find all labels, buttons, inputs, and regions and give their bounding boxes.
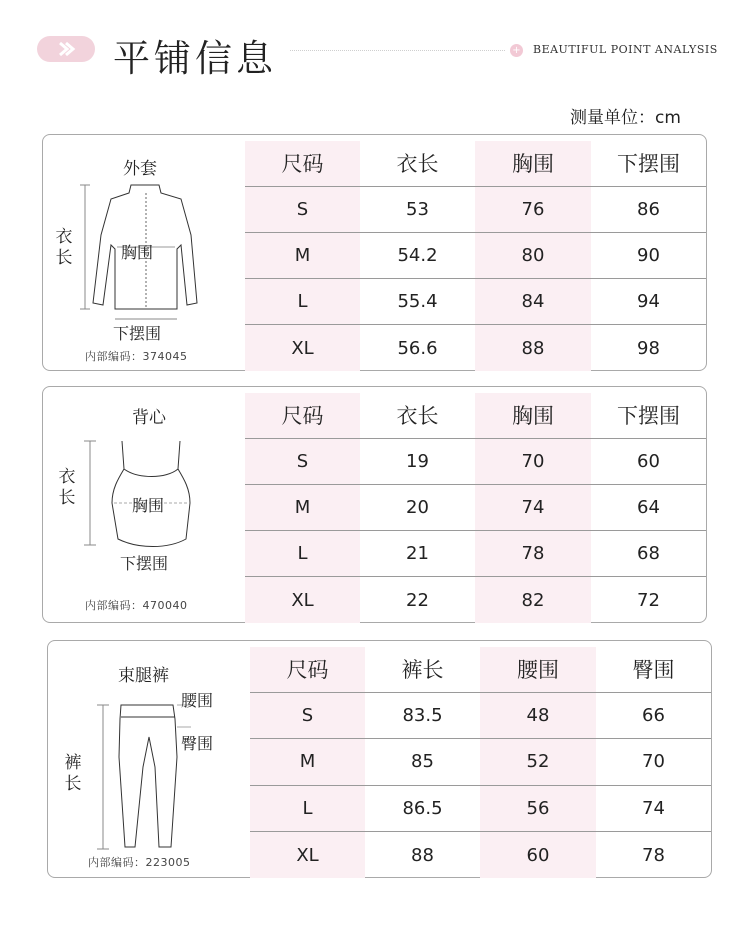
value-cell: 86 (591, 186, 706, 232)
value-cell: 54.2 (360, 232, 475, 278)
size-cell: M (250, 739, 365, 785)
value-cell: 60 (591, 438, 706, 484)
column-header: 下摆围 (591, 141, 706, 186)
value-cell: 19 (360, 438, 475, 484)
table-row (250, 692, 711, 738)
column-header: 胸围 (475, 141, 591, 186)
page-title: 平铺信息 (113, 37, 277, 80)
size-cell: XL (245, 325, 360, 371)
value-cell: 85 (365, 739, 480, 785)
value-cell: 56.6 (397, 337, 438, 359)
chevron-right-icon (55, 40, 77, 58)
column-header: 臀围 (596, 647, 711, 692)
column-header: 衣长 (360, 141, 475, 186)
size-cell: S (245, 438, 360, 484)
value-cell: 72 (637, 589, 660, 611)
measurement-unit: 测量单位：cm (570, 108, 681, 128)
value-cell: 56 (480, 785, 596, 831)
value-cell: 82 (475, 577, 591, 623)
size-cell: M (245, 484, 360, 530)
internal-code: 内部编码：223005 (88, 856, 191, 869)
size-card-vest (42, 386, 707, 623)
value-cell: 84 (475, 279, 591, 325)
chest-label: 胸围 (121, 243, 154, 262)
value-cell: 20 (360, 484, 475, 530)
column-header: 尺码 (245, 141, 360, 186)
table-row (245, 232, 706, 278)
size-table (245, 141, 706, 371)
length-label: 衣长 (55, 227, 73, 268)
length-label: 裤长 (64, 753, 82, 794)
english-subtitle: BEAUTIFUL POINT ANALYSIS (533, 43, 718, 56)
column-header: 裤长 (365, 647, 480, 692)
value-cell: 53 (360, 186, 475, 232)
hip-label: 臀围 (181, 734, 214, 753)
value-cell: 88 (475, 325, 591, 371)
size-card-leggings (47, 640, 712, 878)
size-cell: L (245, 531, 360, 577)
size-cell: S (250, 692, 365, 738)
value-cell: 22 (406, 589, 429, 611)
value-cell: 52 (480, 739, 596, 785)
internal-code: 内部编码：470040 (85, 599, 188, 612)
value-cell: 66 (596, 692, 711, 738)
column-header: 尺码 (245, 393, 360, 438)
value-cell: 64 (591, 484, 706, 530)
table-row (250, 785, 711, 831)
length-label: 衣长 (58, 467, 76, 508)
table-row (245, 484, 706, 530)
hem-label: 下摆围 (113, 324, 162, 343)
chest-label: 胸围 (132, 496, 165, 515)
value-cell: 98 (637, 337, 660, 359)
value-cell: 88 (411, 844, 434, 866)
table-row (245, 186, 706, 232)
header-arrow-badge (37, 36, 95, 62)
column-header: 衣长 (360, 393, 475, 438)
table-row (245, 531, 706, 577)
column-header: 胸围 (475, 393, 591, 438)
size-table (250, 647, 711, 878)
size-cell: S (245, 186, 360, 232)
value-cell: 94 (591, 279, 706, 325)
value-cell: 78 (475, 531, 591, 577)
value-cell: 74 (475, 484, 591, 530)
leggings-illustration (93, 697, 203, 857)
table-row (245, 577, 706, 623)
table-row (250, 832, 711, 878)
value-cell: 70 (596, 739, 711, 785)
value-cell: 83.5 (365, 692, 480, 738)
table-row (245, 279, 706, 325)
size-cell: L (245, 279, 360, 325)
size-card-jacket (42, 134, 707, 371)
internal-code: 内部编码：374045 (85, 350, 188, 363)
table-row (250, 739, 711, 785)
garment-name: 背心 (132, 408, 166, 428)
value-cell: 21 (360, 531, 475, 577)
value-cell: 74 (596, 785, 711, 831)
value-cell: 60 (480, 832, 596, 878)
column-header: 腰围 (480, 647, 596, 692)
value-cell: 80 (475, 232, 591, 278)
value-cell: 48 (480, 692, 596, 738)
waist-label: 腰围 (181, 691, 214, 710)
value-cell: 76 (475, 186, 591, 232)
table-row (245, 325, 706, 371)
size-cell: L (250, 785, 365, 831)
value-cell: 86.5 (365, 785, 480, 831)
value-cell: 55.4 (360, 279, 475, 325)
value-cell: 78 (642, 844, 665, 866)
column-header: 下摆围 (591, 393, 706, 438)
value-cell: 68 (591, 531, 706, 577)
value-cell: 90 (591, 232, 706, 278)
table-row (245, 438, 706, 484)
size-cell: M (245, 232, 360, 278)
column-header: 尺码 (250, 647, 365, 692)
garment-name: 束腿裤 (118, 666, 169, 686)
size-cell: XL (245, 577, 360, 623)
plus-icon: + (510, 44, 523, 57)
value-cell: 70 (475, 438, 591, 484)
decorative-divider (290, 50, 505, 51)
size-cell: XL (250, 832, 365, 878)
garment-name: 外套 (123, 159, 157, 179)
hem-label: 下摆围 (120, 554, 169, 573)
size-table (245, 393, 706, 623)
